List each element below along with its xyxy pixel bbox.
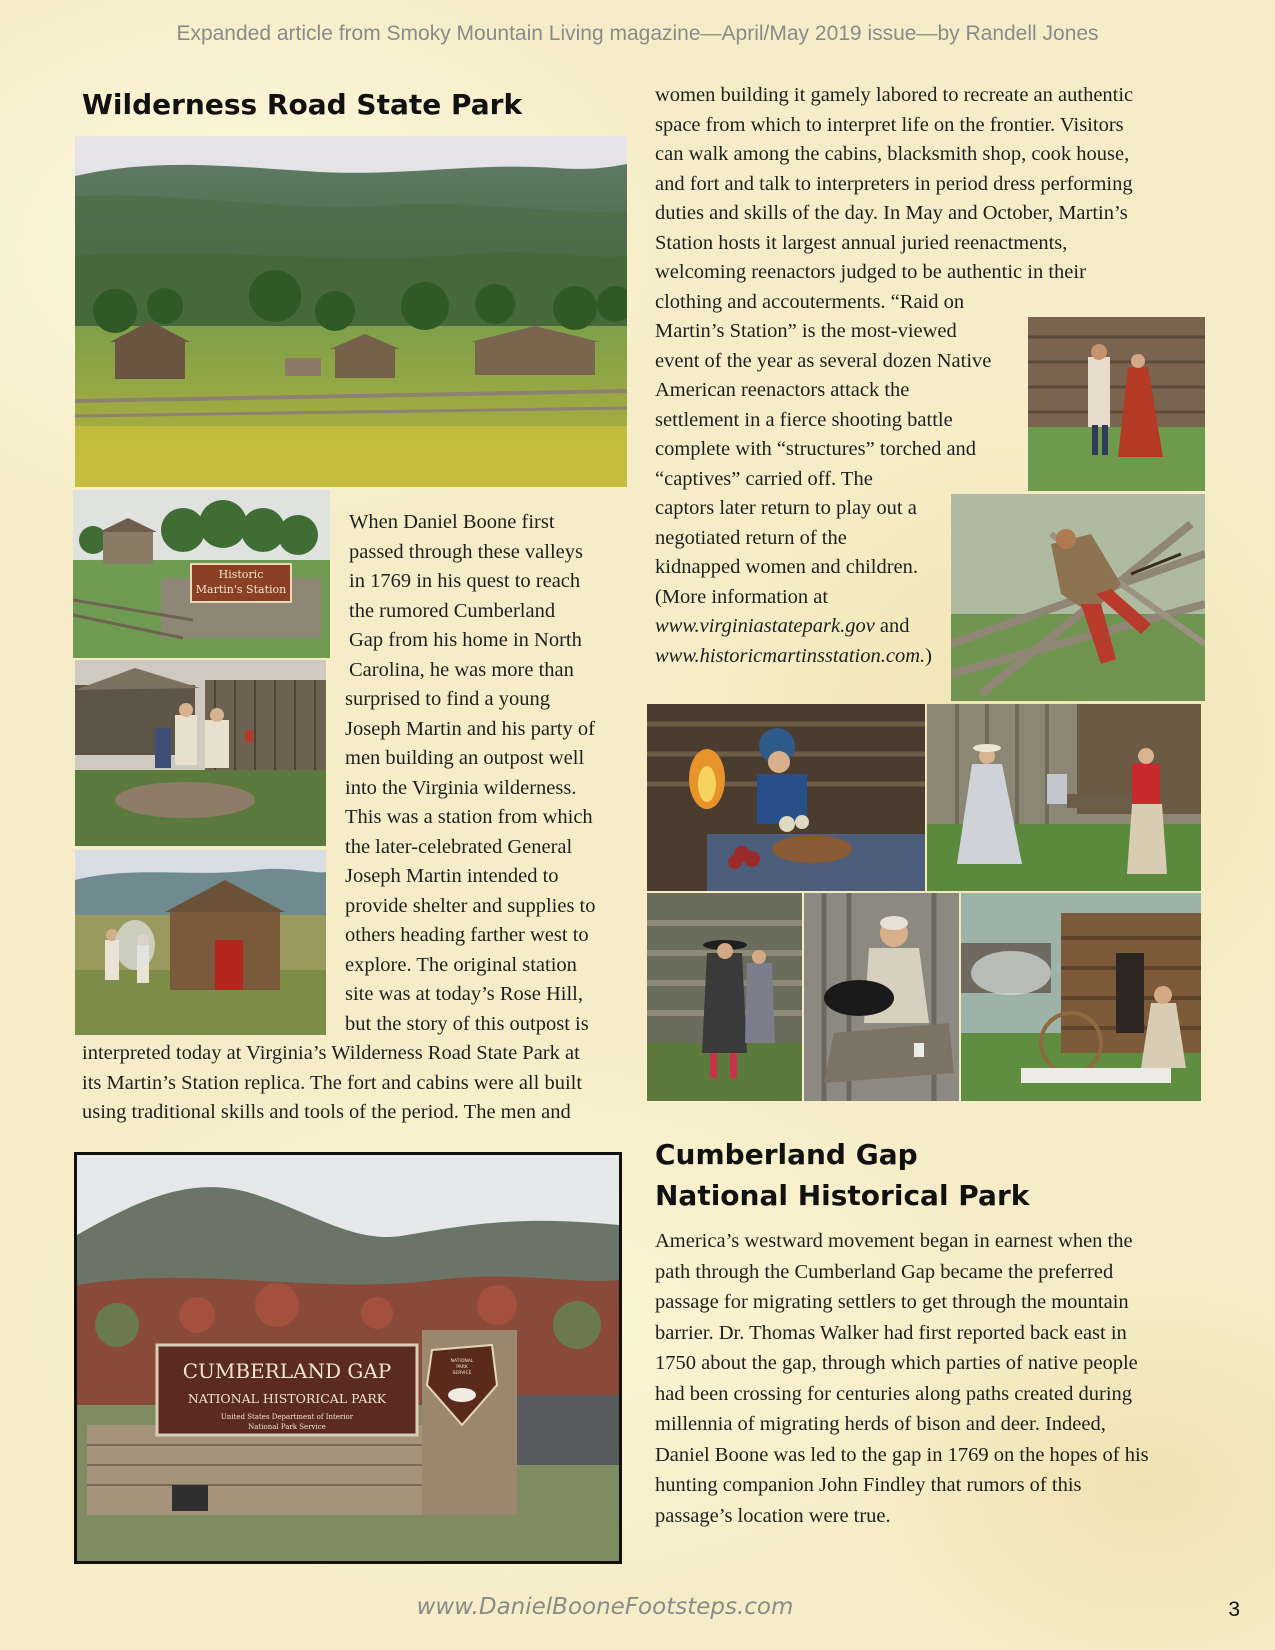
text-line: barrier. Dr. Thomas Walker had first reported back east in: [655, 1321, 1127, 1344]
photo-woman-spinning-wheel: [961, 893, 1201, 1101]
photo-colonial-women-seated: [927, 704, 1201, 891]
text-line: clothing and accouterments. “Raid on: [655, 290, 965, 313]
text-line: event of the year as several dozen Native: [655, 349, 992, 372]
text-line: Carolina, he was more than: [349, 658, 574, 681]
nps-badge-service: SERVICE: [452, 1371, 472, 1376]
sign-nps-text: National Park Service: [248, 1423, 326, 1431]
text-line: Joseph Martin intended to: [345, 865, 559, 887]
text-line: provide shelter and supplies to: [345, 894, 596, 917]
text-line: This was a station from which: [345, 806, 593, 828]
wilderness-road-text-full: [82, 1039, 627, 1128]
text-line: explore. The original station: [345, 953, 577, 976]
page-number: 3: [1228, 1598, 1240, 1621]
section-title-cumberland-gap: [655, 1134, 1029, 1216]
section-title-line: National Historical Park: [655, 1179, 1030, 1212]
text-line: its Martin’s Station replica. The fort and cabins were all built: [82, 1071, 583, 1094]
text-line: Gap from his home in North: [349, 629, 582, 651]
text-line: using traditional skills and tools of the period. The men and: [82, 1101, 571, 1123]
photo-camp-cooking-reenactors: [75, 660, 326, 846]
sign-cumberland-gap-text: CUMBERLAND GAP: [182, 1359, 392, 1383]
text-line: captors later return to play out a: [655, 497, 917, 519]
photo-woman-preparing-food: [647, 704, 925, 891]
text-line: (More information at: [655, 585, 829, 608]
photo-cabin-campfire: [75, 850, 326, 1035]
text-line: path through the Cumberland Gap became the preferred: [655, 1260, 1114, 1283]
text-line: negotiated return of the: [655, 526, 847, 549]
photo-native-reenactor-leaping-fence: [951, 494, 1205, 701]
text-line: space from which to interpret life on the frontier. Visitors: [655, 113, 1124, 136]
text-line: America’s westward movement began in earnest when the: [655, 1230, 1133, 1252]
photo-historic-martins-station-sign: [73, 490, 330, 658]
text-line: had been crossing for centuries along paths created during: [655, 1382, 1133, 1405]
text-line: welcoming reenactors judged to be authentic in their: [655, 261, 1086, 283]
text-line: settlement in a fierce shooting battle: [655, 408, 953, 431]
text-line: the later-celebrated General: [345, 835, 573, 858]
text-line: duties and skills of the day. In May and October, Martin’s: [655, 202, 1128, 224]
text-line: can walk among the cabins, blacksmith shop, cook house,: [655, 143, 1130, 165]
text-line: Daniel Boone was led to the gap in 1769 on the hopes of his: [655, 1443, 1149, 1466]
text-line: Martin’s Station” is the most-viewed: [655, 320, 957, 342]
photo-cumberland-gap-sign: [74, 1152, 622, 1564]
text-line: passed through these valleys: [349, 540, 583, 563]
article-banner: Expanded article from Smoky Mountain Living magazine—April/May 2019 issue—by Randell Jones: [176, 22, 1099, 45]
text-line: but the story of this outpost is: [345, 1012, 589, 1035]
text-line: When Daniel Boone first: [349, 511, 555, 533]
nps-badge-national: NATIONAL: [450, 1359, 474, 1364]
text-line: others heading farther west to: [345, 924, 589, 946]
link-virginia-state-park[interactable]: www.virginiastatepark.gov: [655, 615, 875, 637]
cumberland-gap-text: [655, 1226, 1200, 1531]
text-line: kidnapped women and children.: [655, 556, 919, 578]
photo-hatmaker-at-work: [804, 893, 959, 1101]
sign-historic-text: Historic: [218, 568, 264, 581]
text-line: men building an outpost well: [345, 747, 585, 769]
text-line: passage’s location were true.: [655, 1504, 891, 1527]
sign-department-interior-text: United States Department of Interior: [220, 1413, 354, 1421]
sign-national-historical-park-text: NATIONAL HISTORICAL PARK: [187, 1391, 387, 1406]
text-line: 1750 about the gap, through which parties of native people: [655, 1352, 1138, 1374]
wilderness-road-text-narrow: [345, 508, 629, 1039]
text-line: women building it gamely labored to recreate an authentic: [655, 84, 1134, 106]
text-line: Station hosts it largest annual juried reenactments,: [655, 231, 1068, 254]
text-line: complete with “structures” torched and: [655, 438, 977, 460]
section-title-line: Cumberland Gap: [655, 1138, 918, 1171]
text-line: “captives” carried off. The: [655, 467, 873, 490]
text-paren: ): [925, 644, 932, 667]
photo-men-by-cabin: [647, 893, 802, 1101]
text-line: millennia of migrating herds of bison and deer. Indeed,: [655, 1413, 1106, 1435]
photo-wilderness-road-landscape: [75, 136, 627, 487]
text-line: Joseph Martin and his party of: [345, 717, 595, 740]
text-line: site was at today’s Rose Hill,: [345, 983, 584, 1005]
text-line: hunting companion John Findley that rumors of this: [655, 1474, 1082, 1496]
text-line: interpreted today at Virginia’s Wilderness Road State Park at: [82, 1042, 580, 1064]
text-line: American reenactors attack the: [655, 379, 910, 401]
sign-martins-station-text: Martin's Station: [195, 583, 287, 596]
text-line: and fort and talk to interpreters in period dress performing: [655, 172, 1133, 195]
text-line: the rumored Cumberland: [349, 599, 556, 622]
link-historic-martins-station[interactable]: www.historicmartinsstation.com.: [655, 644, 926, 667]
text-and: and: [874, 615, 910, 637]
text-line: surprised to find a young: [345, 688, 550, 710]
section-title-wilderness-road: Wilderness Road State Park: [82, 88, 523, 121]
nps-badge-park: PARK: [456, 1365, 468, 1370]
text-line: passage for migrating settlers to get through the mountain: [655, 1291, 1129, 1313]
text-line: in 1769 in his quest to reach: [349, 570, 581, 592]
text-line: into the Virginia wilderness.: [345, 776, 577, 799]
photo-raid-reenactors-running: [1028, 317, 1205, 491]
footer-website-link[interactable]: www.DanielBooneFootsteps.com: [416, 1594, 794, 1620]
